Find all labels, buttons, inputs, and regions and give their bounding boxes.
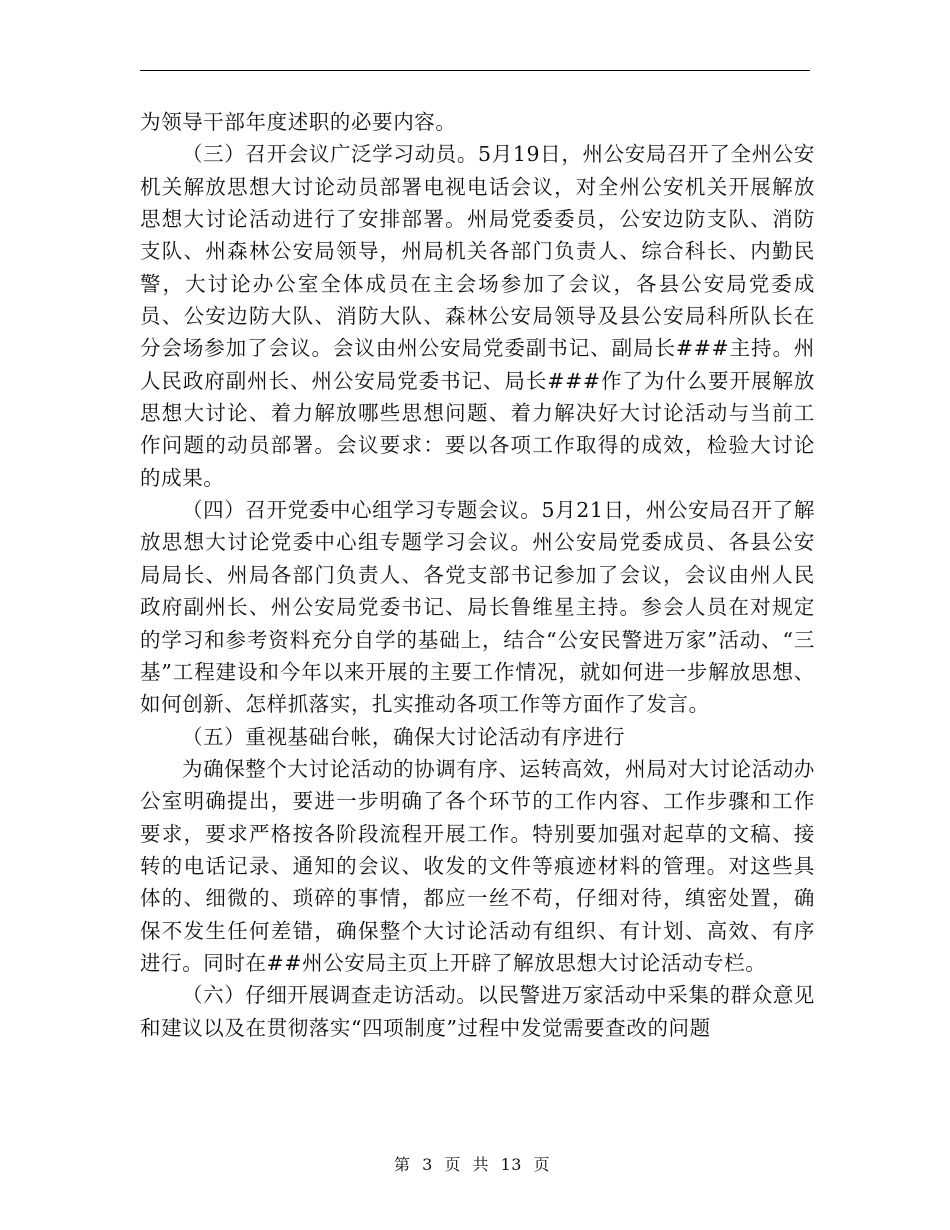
header-rule [140,70,810,71]
paragraph-section-5-body: 为确保整个大讨论活动的协调有序、运转高效，州局对大讨论活动办公室明确提出，要进一步明确了各个环节的工作内容、工作步骤和工作要求，要求严格按各阶段流程开展工作。特别要加强对起草的文稿、接转的电话记录、通知的会议、收发的文件等痕迹材料的管理。对这些具体的、细微的、琐碎的事情，都应一丝不苟，仔细对待，缜密处置，确保不发生任何差错，确保整个大讨论活动有组织、有计划、高效、有序进行。同时在##州公安局主页上开辟了解放思想大讨论活动专栏。 [140,756,815,975]
paragraph-section-6: （六）仔细开展调查走访活动。以民警进万家活动中采集的群众意见和建议以及在贯彻落实“四项制度”过程中发觉需要查改的问题 [140,983,815,1040]
page-footer [0,1152,950,1175]
footer-total-word: 共 [472,1155,489,1174]
paragraph-section-3: （三）召开会议广泛学习动员。5月19日，州公安局召开了全州公安机关解放思想大讨论动员部署电视电话会议，对全州公安机关开展解放思想大讨论活动进行了安排部署。州局党委委员，公安边防支队、消防支队、州森林公安局领导，州局机关各部门负责人、综合科长、内勤民警，大讨论办公室全体成员在主会场参加了会议，各县公安局党委成员、公安边防大队、消防大队、森林公安局领导及县公安局科所队长在分会场参加了会议。会议由州公安局党委副书记、副局长###主持。州人民政府副州长、州公安局党委书记、局长###作了为什么要开展解放思想大讨论、着力解放哪些思想问题、着力解决好大讨论活动与当前工作问题的动员部署。会议要求：要以各项工作取得的成效，检验大讨论的成果。 [140,142,815,490]
document-body [140,106,815,1044]
footer-suffix: 页 [533,1155,551,1174]
footer-current-page: 3 [422,1155,433,1174]
footer-prefix: 第 [393,1155,411,1174]
paragraph-section-4: （四）召开党委中心组学习专题会议。5月21日，州公安局召开了解放思想大讨论党委中心组专题学习会议。州公安局党委成员、各县公安局局长、州局各部门负责人、各党支部书记参加了会议，会议由州人民政府副州长、州公安局党委书记、局长鲁维星主持。参会人员在对规定的学习和参考资料充分自学的基础上，结合“公安民警进万家”活动、“三基”工程建设和今年以来开展的主要工作情况，就如何进一步解放思想、如何创新、怎样抓落实，扎实推动各项工作等方面作了发言。 [140,498,815,717]
footer-page-word: 页 [444,1155,461,1174]
paragraph-continuation: 为领导干部年度述职的必要内容。 [140,110,457,134]
section-5-heading: （五）重视基础台帐，确保大讨论活动有序进行 [182,724,626,749]
footer-total-pages: 13 [500,1155,522,1174]
